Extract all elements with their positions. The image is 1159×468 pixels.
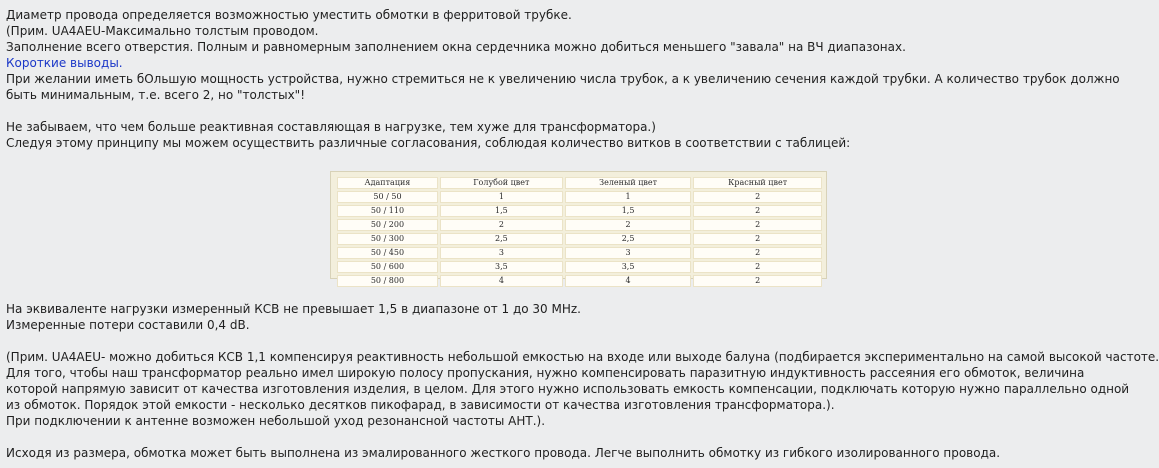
paragraph-loss-result: Измеренные потери составили 0,4 dB. (6, 318, 250, 332)
table-row (337, 247, 822, 259)
table-cell: 2 (440, 219, 563, 231)
paragraph-wire-diameter: Диаметр провода определяется возможностью уместить обмотки в ферритовой трубке. (6, 8, 572, 22)
table-cell: 1,5 (440, 205, 563, 217)
table-row (337, 233, 822, 245)
paragraph-antenna-shift: При подключении к антенне возможен небольшой уход резонансной частоты АНТ.). (6, 414, 546, 428)
table-row (337, 261, 822, 273)
table-header-row (337, 177, 822, 189)
table-cell: 2 (693, 261, 822, 273)
table-row (337, 275, 822, 287)
table-cell: 2 (565, 219, 691, 231)
article-results (6, 301, 1159, 461)
note-thick-wire: (Прим. UA4AEU-Максимально толстым проводом. (6, 24, 319, 38)
table-cell: 3,5 (565, 261, 691, 273)
table-cell: 3 (565, 247, 691, 259)
paragraph-fill-core: Заполнение всего отверстия. Полным и равномерным заполнением окна сердечника можно добиться меньшего "завала" на ВЧ диапазонах. (6, 40, 906, 54)
paragraph-power: При желании иметь бОльшую мощность устройства, нужно стремиться не к увеличению числа трубок, а к увеличению сечения каждой трубки. А количество трубок должно быть минимальным, т.е. всего 2, но "толстых"! (6, 72, 1120, 102)
table-cell: 2 (693, 233, 822, 245)
paragraph-compensation: Для того, чтобы наш трансформатор реально имел широкую полосу пропускания, нужно компенсировать паразитную индуктивность рассеяния его обмоток, величина которой напрямую зависит от качества изготовления изделия, в целом. Для этого нужно использовать емкость компенсации, подключать которую нужно параллельно одной из обмоток. Порядок этой емкости - несколько десятков пикофарад, в зависимости от качества изготовления трансформатора.). (6, 366, 1130, 412)
table-cell: 50 / 200 (337, 219, 438, 231)
table-cell: 50 / 50 (337, 191, 438, 203)
table-cell: 1 (440, 191, 563, 203)
table-cell: 2 (693, 219, 822, 231)
note-swr-compensation: (Прим. UA4AEU- можно добиться КСВ 1,1 компенсируя реактивность небольшой емкостью на входе или выходе балуна (подбирается экспериментально на самой высокой частоте. (6, 350, 1159, 364)
table-cell: 50 / 450 (337, 247, 438, 259)
column-header: Красный цвет (693, 177, 822, 189)
table-cell: 2 (693, 191, 822, 203)
article-body (6, 7, 1136, 151)
table-cell: 50 / 110 (337, 205, 438, 217)
table-row (337, 191, 822, 203)
column-header: Адаптация (337, 177, 438, 189)
turns-table (335, 175, 824, 289)
table-cell: 1 (565, 191, 691, 203)
table-row (337, 219, 822, 231)
table-cell: 50 / 800 (337, 275, 438, 287)
turns-table-container (330, 171, 827, 285)
table-cell: 1,5 (565, 205, 691, 217)
paragraph-swr-result: На эквиваленте нагрузки измеренный КСВ не превышает 1,5 в диапазоне от 1 до 30 MHz. (6, 302, 581, 316)
short-leads-link[interactable]: Короткие выводы. (6, 56, 123, 70)
table-cell: 3 (440, 247, 563, 259)
table-row (337, 205, 822, 217)
paragraph-table-intro: Следуя этому принципу мы можем осуществить различные согласования, соблюдая количество витков в соответствии с таблицей: (6, 136, 851, 150)
table-cell: 50 / 600 (337, 261, 438, 273)
table-cell: 4 (440, 275, 563, 287)
column-header: Голубой цвет (440, 177, 563, 189)
paragraph-reactive-load: Не забываем, что чем больше реактивная составляющая в нагрузке, тем хуже для трансформатора.) (6, 120, 656, 134)
column-header: Зеленый цвет (565, 177, 691, 189)
table-cell: 2 (693, 275, 822, 287)
table-cell: 4 (565, 275, 691, 287)
table-cell: 2 (693, 247, 822, 259)
paragraph-winding-wire: Исходя из размера, обмотка может быть выполнена из эмалированного жесткого провода. Легче выполнить обмотку из гибкого изолированного провода. (6, 446, 1001, 460)
table-cell: 3,5 (440, 261, 563, 273)
table-cell: 2,5 (565, 233, 691, 245)
table-cell: 2,5 (440, 233, 563, 245)
table-cell: 50 / 300 (337, 233, 438, 245)
table-cell: 2 (693, 205, 822, 217)
